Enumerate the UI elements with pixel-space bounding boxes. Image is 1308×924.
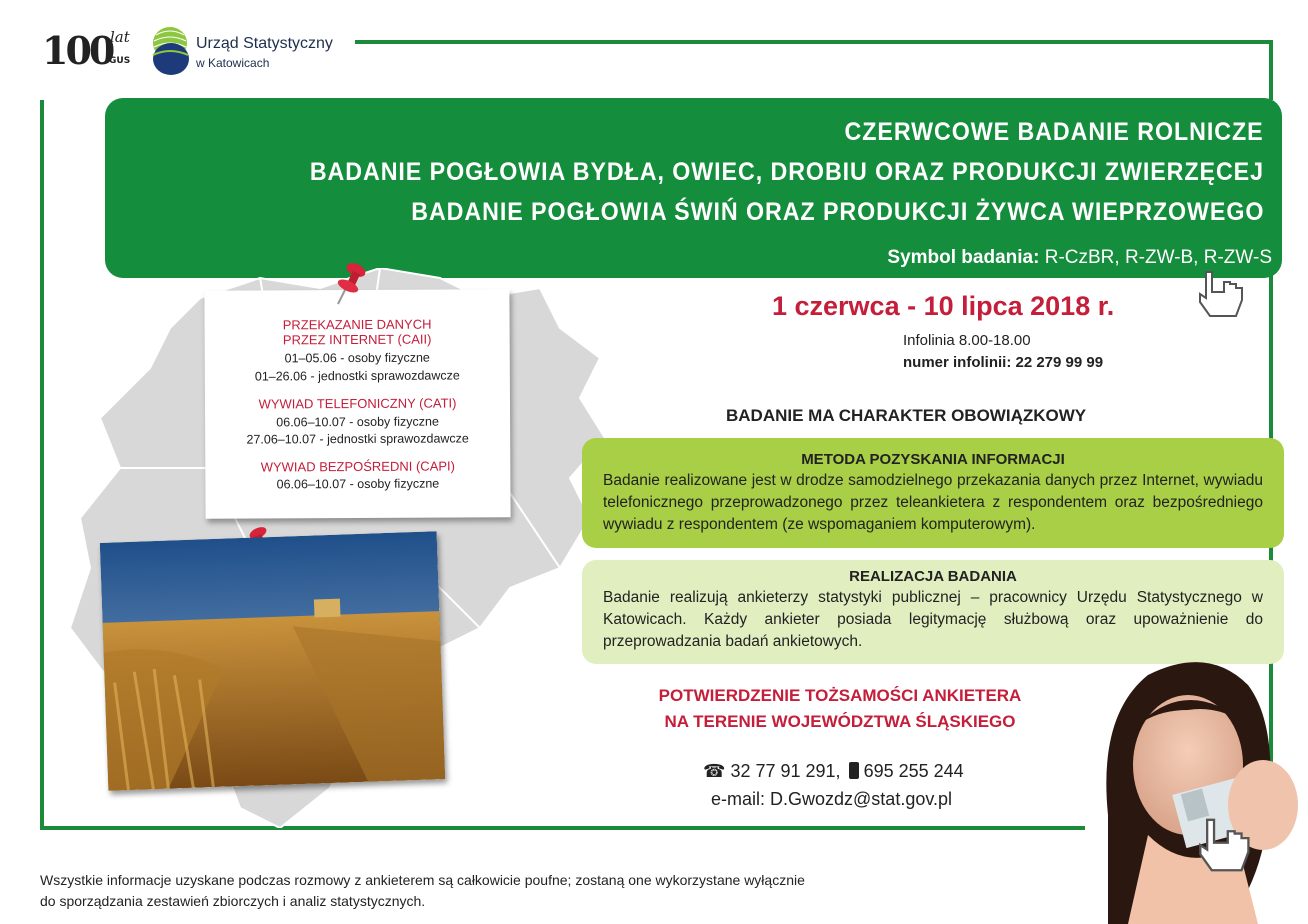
mobile-phone-icon	[849, 762, 859, 779]
survey-symbol	[887, 247, 1272, 269]
interviewer-photo	[1088, 655, 1308, 924]
contact-email[interactable]: e-mail: D.Gwozdz@stat.gov.pl	[711, 789, 953, 809]
office-name: Urząd Statystyczny	[196, 35, 333, 52]
header-title-1: CZERWCOWE BADANIE ROLNICZE	[845, 118, 1264, 146]
obligatory-notice: BADANIE MA CHARAKTER OBOWIĄZKOWY	[726, 406, 1087, 425]
cati-title: WYWIAD TELEFONICZNY (CATI)	[258, 395, 457, 412]
survey-symbol-label: Symbol badania:	[887, 247, 1040, 268]
capi-title: WYWIAD BEZPOŚREDNI (CAPI)	[260, 458, 456, 475]
footer-note-2: do sporządzania zestawień zbiorczych i analiz statystycznych.	[40, 893, 426, 909]
method-title: METODA POZYSKANIA INFORMACJI	[801, 451, 1065, 468]
hand-cursor-icon	[1198, 268, 1246, 320]
method-text: Badanie realizowane jest w drodze samodzielnego przekazania danych przez Internet, wywiadu telefonicznego przeprowadzonego przez teleankietera z respondentem oraz bezpośredniego wywiadu z respondentem (ze wspomaganiem komputerowym).	[603, 472, 1263, 533]
caii-title-2: PRZEZ INTERNET (CAII)	[282, 331, 432, 348]
method-box	[582, 438, 1284, 548]
caii-title-1: PRZEKAZANIE DANYCH	[282, 316, 432, 333]
infoline-hours: Infolinia 8.00-18.00	[903, 332, 1031, 349]
header-title-2: BADANIE POGŁOWIA BYDŁA, OWIEC, DROBIU ORAZ PRODUKCJI ZWIERZĘCEJ	[309, 158, 1264, 186]
logo-100: 100	[42, 28, 113, 73]
hand-cursor-icon	[1198, 815, 1253, 875]
header-title-3: BADANIE POGŁOWIA ŚWIŃ ORAZ PRODUKCJI ŻYWCA WIEPRZOWEGO	[410, 198, 1264, 226]
realization-box	[582, 560, 1284, 664]
survey-symbol-value: R-CzBR, R-ZW-B, R-ZW-S	[1044, 247, 1272, 268]
schedule-note-card	[204, 289, 510, 519]
office-city: w Katowicach	[196, 56, 270, 70]
realization-text: Badanie realizują ankieterzy statystyki publicznej – pracownicy Urzędu Statystycznego w Katowicach. Każdy ankieter posiada legitymację służbową oraz upoważnienie do przeprowadzania badań ankietowych.	[603, 589, 1263, 650]
survey-dates: 1 czerwca - 10 lipca 2018 r.	[772, 291, 1115, 321]
identity-confirm-heading	[560, 683, 1120, 735]
contact-phones	[703, 761, 964, 782]
logo-gus: GUS	[109, 56, 131, 66]
capi-line-1: 06.06–10.07 - osoby fizyczne	[276, 476, 440, 492]
phone-mobile: 695 255 244	[863, 761, 964, 781]
cati-line-2: 27.06–10.07 - jednostki sprawozdawcze	[246, 431, 469, 447]
office-logo-icon	[150, 25, 190, 77]
caii-line-1: 01–05.06 - osoby fizyczne	[284, 350, 430, 366]
frame-line-left	[40, 100, 44, 830]
caii-line-2: 01–26.06 - jednostki sprawozdawcze	[254, 368, 460, 384]
telephone-icon: ☎	[703, 761, 726, 781]
wheat-field-photo	[100, 531, 445, 791]
footer-note-1: Wszystkie informacje uzyskane podczas rozmowy z ankieterem są całkowicie poufne; zostaną one wykorzystane wyłącznie	[40, 872, 805, 888]
logo-lat: lat	[110, 28, 130, 46]
infoline-number: numer infolinii: 22 279 99 99	[903, 354, 1104, 371]
frame-line-right-top	[1269, 40, 1273, 100]
confirm-line-2: NA TERENIE WOJEWÓDZTWA ŚLĄSKIEGO	[664, 712, 1016, 731]
frame-line-top	[355, 40, 1273, 44]
confirm-line-1: POTWIERDZENIE TOŻSAMOŚCI ANKIETERA	[658, 686, 1022, 705]
pushpin-icon	[334, 258, 374, 308]
realization-title: REALIZACJA BADANIA	[849, 568, 1017, 585]
cati-line-1: 06.06–10.07 - osoby fizyczne	[276, 414, 439, 430]
phone-landline: 32 77 91 291,	[730, 761, 841, 781]
